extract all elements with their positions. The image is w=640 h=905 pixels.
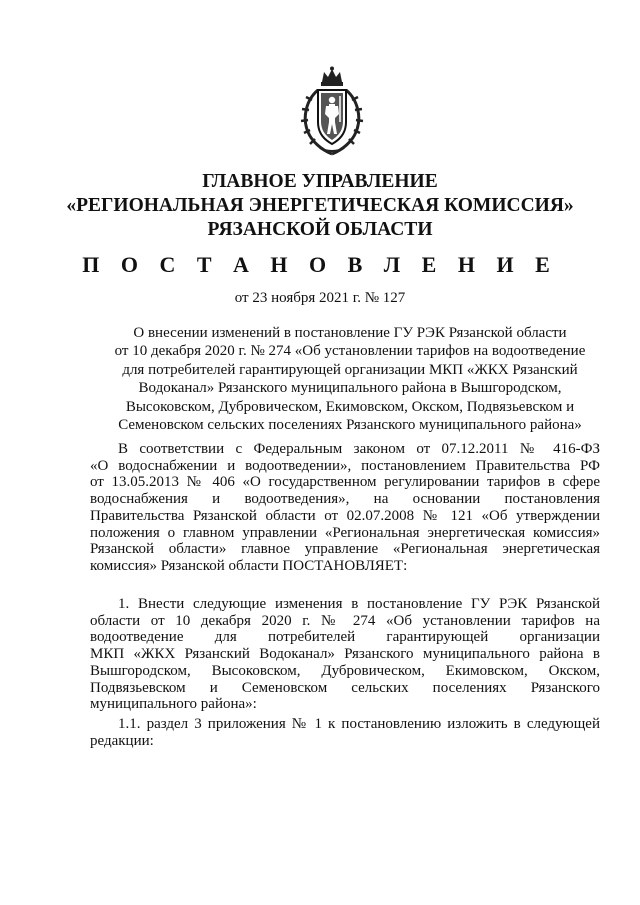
paragraph-line: редакции:	[90, 732, 154, 749]
clause-1-paragraph	[90, 596, 600, 713]
paragraph-line: 1.1. раздел 3 приложения № 1 к постановлению изложить в следующей	[118, 716, 600, 732]
paragraph-line: В соответствии с Федеральным законом от 07.12.2011 № 416-ФЗ	[118, 441, 600, 457]
subject-line: О внесении изменений в постановление ГУ РЭК Рязанской области	[133, 325, 567, 341]
paragraph-line: водоснабжения и водоотведения», на основании постановления	[90, 491, 600, 508]
paragraph-line: МКП «ЖКХ Рязанский Водоканал» Рязанского муниципального района в	[90, 646, 600, 663]
preamble-paragraph	[90, 441, 600, 575]
paragraph-line: Подвязьевском и Семеновском сельских поселениях Рязанского	[90, 679, 600, 696]
paragraph-line: 1. Внести следующие изменения в постановление ГУ РЭК Рязанской	[118, 596, 600, 612]
decree-date-number: от 23 ноября 2021 г. № 127	[234, 290, 406, 306]
decree-subject	[94, 324, 606, 434]
paragraph-line: «О водоснабжении и водоотведении», постановлением Правительства РФ	[90, 457, 600, 474]
paragraph-line: области от 10 декабря 2020 г. № 274 «Об установлении тарифов на	[90, 612, 600, 629]
clause-1-1-paragraph	[90, 716, 600, 749]
agency-title-line-1: ГЛАВНОЕ УПРАВЛЕНИЕ	[202, 171, 438, 192]
paragraph-line: Рязанской области» главное управление «Региональная энергетическая	[90, 541, 600, 558]
paragraph-line: водоотведение для потребителей гарантирующей организации	[90, 629, 600, 646]
agency-title-line-2: «РЕГИОНАЛЬНАЯ ЭНЕРГЕТИЧЕСКАЯ КОМИССИЯ»	[66, 195, 574, 216]
document-type-title: П О С Т А Н О В Л Е Н И Е	[82, 252, 558, 277]
subject-line: для потребителей гарантирующей организации МКП «ЖКХ Рязанский	[122, 361, 578, 378]
agency-title-line-3: РЯЗАНСКОЙ ОБЛАСТИ	[207, 219, 433, 240]
coat-of-arms-emblem	[296, 66, 368, 158]
paragraph-line: Правительства Рязанской области от 02.07.2008 № 121 «Об утверждении	[90, 507, 600, 524]
subject-line: Семеновском сельских поселениях Рязанского муниципального района»	[118, 417, 582, 434]
paragraph-line: комиссия» Рязанской области ПОСТАНОВЛЯЕТ:	[90, 557, 408, 574]
paragraph-line: положения о главном управлении «Региональная энергетическая комиссия»	[90, 524, 600, 541]
paragraph-line: от 13.05.2013 № 406 «О государственном регулировании тарифов в сфере	[90, 474, 600, 491]
subject-line: от 10 декабря 2020 г. № 274 «Об установлении тарифов на водоотведение	[114, 343, 586, 360]
paragraph-line: муниципального района»:	[90, 696, 257, 713]
subject-line: Водоканал» Рязанского муниципального района в Вышгородском,	[138, 380, 562, 397]
subject-line: Высоковском, Дубровическом, Екимовском, Окском, Подвязьевском и	[125, 398, 575, 415]
paragraph-line: Вышгородском, Высоковском, Дубровическом, Екимовском, Окском,	[90, 662, 600, 679]
